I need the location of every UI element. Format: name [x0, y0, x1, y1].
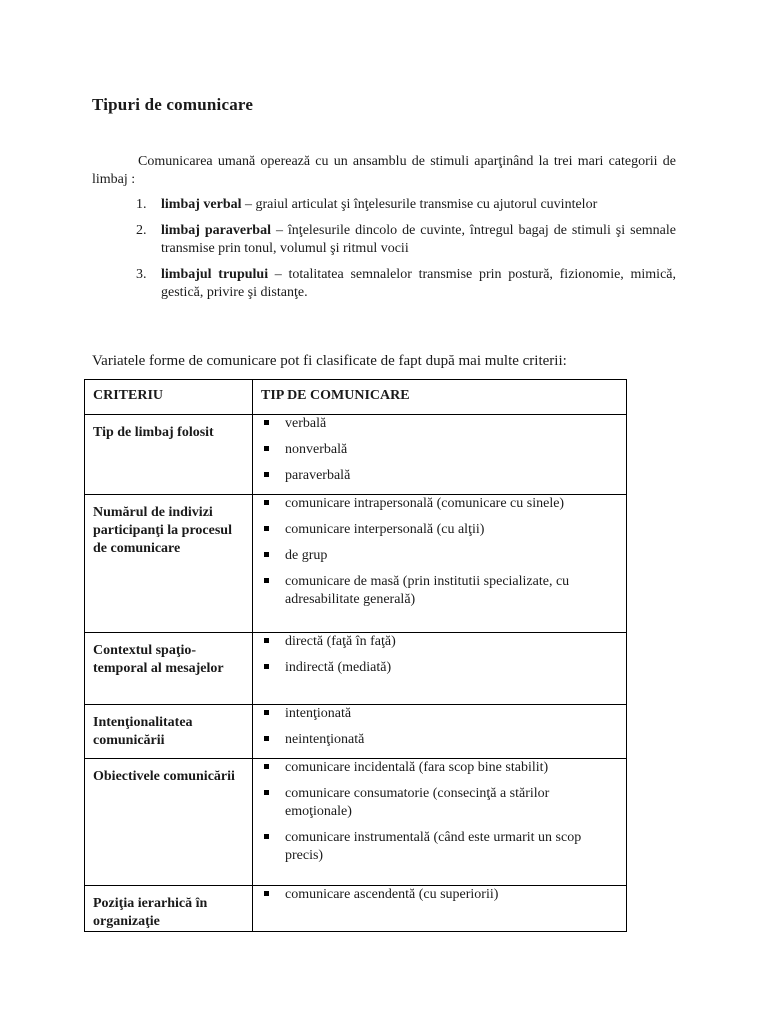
bullet-item: comunicare consumatorie (consecinţă a stărilor emoţionale): [261, 785, 618, 821]
bullet-item: comunicare ascendentă (cu superiorii): [261, 886, 618, 904]
list-term: limbaj paraverbal: [161, 223, 271, 238]
list-text: – totalitatea semnalelor transmise prin postură, fizionomie, mimică, gestică, privire şi distanţe.: [161, 267, 676, 300]
document-title: Tipuri de comunicare: [92, 95, 254, 114]
bullet-item: neintenţionată: [261, 731, 618, 749]
list-item: [136, 266, 676, 302]
bullet-item: indirectă (mediată): [261, 659, 618, 677]
criterion-cell: Contextul spaţio-temporal al mesajelor: [85, 633, 253, 705]
list-item: [136, 196, 676, 214]
header-communication-type: TIP DE COMUNICARE: [253, 380, 627, 415]
list-number: 3.: [136, 267, 147, 282]
criterion-cell: Numărul de indivizi participanţi la procesul de comunicare: [85, 495, 253, 633]
bullet-list: [261, 495, 618, 609]
table-row: [85, 633, 627, 705]
bullet-item: comunicare instrumentală (când este urmarit un scop precis): [261, 829, 618, 865]
table-row: [85, 415, 627, 495]
list-item: [136, 222, 676, 258]
bullet-list: [261, 759, 618, 865]
table-body: [85, 415, 627, 932]
list-term: limbaj verbal: [161, 197, 242, 212]
classification-paragraph: Variatele forme de comunicare pot fi clasificate de fapt după mai multe criterii:: [92, 353, 567, 369]
bullet-item: directă (faţă în faţă): [261, 633, 618, 651]
table-row: [85, 495, 627, 633]
communication-types-cell: [253, 633, 627, 705]
bullet-item: intenţionată: [261, 705, 618, 723]
bullet-item: comunicare intrapersonală (comunicare cu sinele): [261, 495, 618, 513]
criterion-cell: Intenţionalitatea comunicării: [85, 705, 253, 759]
bullet-item: comunicare de masă (prin institutii specializate, cu adresabilitate generală): [261, 573, 618, 609]
bullet-list: [261, 886, 618, 904]
header-criterion: CRITERIU: [85, 380, 253, 415]
list-text: – înţelesurile dincolo de cuvinte, întregul bagaj de stimuli şi semnale transmise prin tonul, volumul şi ritmul vocii: [161, 223, 676, 256]
communication-types-cell: [253, 886, 627, 932]
list-term: limbajul trupului: [161, 267, 269, 282]
table-row: [85, 705, 627, 759]
bullet-list: [261, 415, 618, 485]
criterion-cell: Poziţia ierarhică în organizaţie: [85, 886, 253, 932]
bullet-list: [261, 705, 618, 749]
bullet-item: de grup: [261, 547, 618, 565]
language-types-list: [136, 196, 676, 302]
bullet-item: nonverbală: [261, 441, 618, 459]
communication-types-cell: [253, 495, 627, 633]
bullet-item: verbală: [261, 415, 618, 433]
communication-types-cell: [253, 705, 627, 759]
list-text: – graiul articulat şi înţelesurile transmise cu ajutorul cuvintelor: [241, 197, 598, 212]
bullet-item: comunicare incidentală (fara scop bine stabilit): [261, 759, 618, 777]
table-row: [85, 759, 627, 886]
bullet-list: [261, 633, 618, 677]
communication-types-cell: [253, 415, 627, 495]
bullet-item: paraverbală: [261, 467, 618, 485]
table-row: [85, 886, 627, 932]
criterion-cell: Tip de limbaj folosit: [85, 415, 253, 495]
list-number: 1.: [136, 197, 147, 212]
criterion-cell: Obiectivele comunicării: [85, 759, 253, 886]
intro-paragraph: Comunicarea umană operează cu un ansamblu de stimuli aparţinând la trei mari categorii de limbaj :: [92, 154, 676, 187]
table-header-row: [85, 380, 627, 415]
communication-types-cell: [253, 759, 627, 886]
communication-criteria-table: [84, 379, 627, 932]
bullet-item: comunicare interpersonală (cu alţii): [261, 521, 618, 539]
list-number: 2.: [136, 223, 147, 238]
